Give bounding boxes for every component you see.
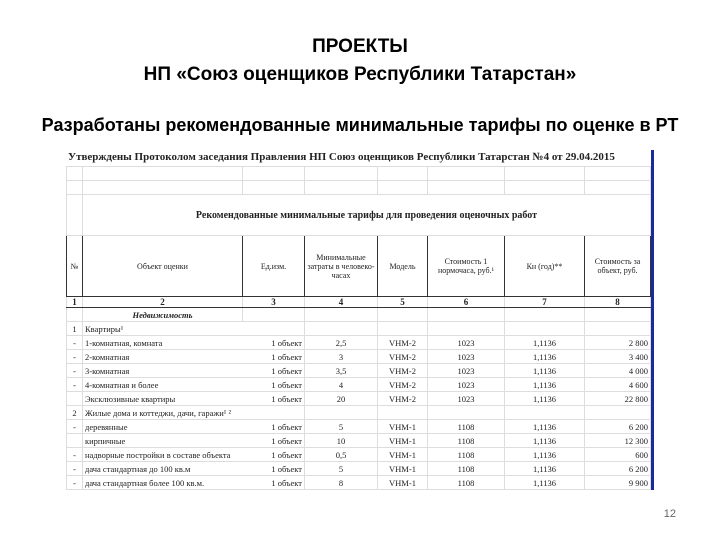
table-cell: дача стандартная до 100 кв.м bbox=[83, 462, 243, 476]
table-cell: - bbox=[67, 336, 83, 350]
table-cell bbox=[428, 322, 505, 336]
table-cell: VHM-2 bbox=[378, 350, 428, 364]
table-cell: 0,5 bbox=[305, 448, 378, 462]
column-header: Стоимость 1 нормочаса, руб.¹ bbox=[428, 236, 505, 297]
column-number: 1 bbox=[67, 297, 83, 308]
column-header: Стоимость за объект, руб. bbox=[585, 236, 651, 297]
column-number: 3 bbox=[243, 297, 305, 308]
table-cell: 1 объект bbox=[243, 378, 305, 392]
table-cell: 1-комнатная, комната bbox=[83, 336, 243, 350]
table-cell: 1,1136 bbox=[505, 420, 585, 434]
column-header: Ед.изм. bbox=[243, 236, 305, 297]
table-cell: 2-комнатная bbox=[83, 350, 243, 364]
table-cell: 1,1136 bbox=[505, 462, 585, 476]
table-cell: 1,1136 bbox=[505, 392, 585, 406]
table-cell: 1023 bbox=[428, 392, 505, 406]
table-cell: Эксклюзивные квартиры bbox=[83, 392, 243, 406]
column-number: 5 bbox=[378, 297, 428, 308]
table-cell: 1,1136 bbox=[505, 434, 585, 448]
table-cell bbox=[585, 406, 651, 420]
column-number: 8 bbox=[585, 297, 651, 308]
table-cell: 1 объект bbox=[243, 336, 305, 350]
table-cell: 4-комнатная и более bbox=[83, 378, 243, 392]
table-cell: 8 bbox=[305, 476, 378, 490]
table-cell: 1108 bbox=[428, 476, 505, 490]
table-row bbox=[67, 350, 651, 364]
table-cell: 1 объект bbox=[243, 392, 305, 406]
table-cell: 3 400 bbox=[585, 350, 651, 364]
table-row bbox=[67, 364, 651, 378]
table-cell: - bbox=[67, 420, 83, 434]
table-row bbox=[67, 336, 651, 350]
table-cell bbox=[67, 392, 83, 406]
table-cell: 1 объект bbox=[243, 448, 305, 462]
table-cell: VHM-1 bbox=[378, 448, 428, 462]
table-cell: дача стандартная более 100 кв.м. bbox=[83, 476, 243, 490]
table-cell: 9 900 bbox=[585, 476, 651, 490]
table-cell: VHM-2 bbox=[378, 336, 428, 350]
table-row bbox=[67, 378, 651, 392]
table-row bbox=[67, 476, 651, 490]
table-cell: 1 объект bbox=[243, 434, 305, 448]
table-cell: надворные постройки в составе объекта bbox=[83, 448, 243, 462]
table-row bbox=[67, 392, 651, 406]
table-cell: VHM-1 bbox=[378, 476, 428, 490]
table-cell: 1108 bbox=[428, 448, 505, 462]
table-cell: 5 bbox=[305, 420, 378, 434]
table-cell: 1 bbox=[67, 322, 83, 336]
table-cell: - bbox=[67, 378, 83, 392]
table-cell: 1,1136 bbox=[505, 378, 585, 392]
table-cell: 12 300 bbox=[585, 434, 651, 448]
table-cell: VHM-1 bbox=[378, 462, 428, 476]
table-cell: 1,1136 bbox=[505, 350, 585, 364]
approval-note: Утверждены Протоколом заседания Правления НП Союз оценщиков Республики Татарстан №4 от 29.04.2015 bbox=[68, 151, 615, 163]
table-cell: 1,1136 bbox=[505, 364, 585, 378]
table-cell bbox=[505, 406, 585, 420]
table-row bbox=[67, 434, 651, 448]
table-cell: 2 800 bbox=[585, 336, 651, 350]
table-cell bbox=[67, 434, 83, 448]
column-number: 4 bbox=[305, 297, 378, 308]
table-cell: 2 bbox=[67, 406, 83, 420]
table-cell: 4 000 bbox=[585, 364, 651, 378]
table-cell: 3 bbox=[305, 350, 378, 364]
table-cell: 10 bbox=[305, 434, 378, 448]
table-cell bbox=[305, 406, 378, 420]
table-row bbox=[67, 322, 651, 336]
table-cell bbox=[243, 322, 305, 336]
column-header: Модель bbox=[378, 236, 428, 297]
table-cell bbox=[378, 406, 428, 420]
table-cell: VHM-2 bbox=[378, 364, 428, 378]
sheet-border-line bbox=[651, 150, 654, 490]
table-cell: VHM-1 bbox=[378, 420, 428, 434]
table-cell: деревянные bbox=[83, 420, 243, 434]
table-cell: 6 200 bbox=[585, 420, 651, 434]
table-cell: 3-комнатная bbox=[83, 364, 243, 378]
table-cell: 1023 bbox=[428, 364, 505, 378]
table-row bbox=[67, 406, 651, 420]
page-number: 12 bbox=[663, 508, 676, 520]
table-cell: 22 800 bbox=[585, 392, 651, 406]
column-header: Минимальные затраты в человеко-часах bbox=[305, 236, 378, 297]
table-cell: - bbox=[67, 476, 83, 490]
table-cell: 1 объект bbox=[243, 476, 305, 490]
table-cell: 600 bbox=[585, 448, 651, 462]
table-cell: 1023 bbox=[428, 336, 505, 350]
slide-subtitle: Разработаны рекомендованные минимальные тарифы по оценке в РТ bbox=[41, 115, 679, 135]
table-cell: 5 bbox=[305, 462, 378, 476]
table-cell: 1,1136 bbox=[505, 336, 585, 350]
slide-title-organization: НП «Союз оценщиков Республики Татарстан» bbox=[143, 64, 577, 85]
table-cell: - bbox=[67, 364, 83, 378]
table-cell: Жилые дома и коттеджи, дачи, гаражи¹ ² bbox=[83, 406, 243, 420]
table-cell: 4 600 bbox=[585, 378, 651, 392]
column-number: 7 bbox=[505, 297, 585, 308]
table-cell: 1,1136 bbox=[505, 448, 585, 462]
table-cell: 1 объект bbox=[243, 462, 305, 476]
table-cell: 6 200 bbox=[585, 462, 651, 476]
tariff-table bbox=[66, 166, 651, 490]
table-cell: 1 объект bbox=[243, 364, 305, 378]
table-title: Рекомендованные минимальные тарифы для проведения оценочных работ bbox=[83, 195, 651, 236]
table-cell: 1023 bbox=[428, 378, 505, 392]
table-cell bbox=[428, 406, 505, 420]
column-number: 6 bbox=[428, 297, 505, 308]
table-cell: 1108 bbox=[428, 420, 505, 434]
table-cell: VHM-1 bbox=[378, 434, 428, 448]
column-header: Кн (год)** bbox=[505, 236, 585, 297]
table-cell: кирпичные bbox=[83, 434, 243, 448]
table-cell: 20 bbox=[305, 392, 378, 406]
table-cell bbox=[505, 322, 585, 336]
section-label: Недвижимость bbox=[83, 308, 243, 322]
table-cell: 1 объект bbox=[243, 350, 305, 364]
slide-title: ПРОЕКТЫ bbox=[312, 36, 408, 57]
table-row bbox=[67, 462, 651, 476]
table-cell bbox=[305, 322, 378, 336]
table-row bbox=[67, 448, 651, 462]
tariff-spreadsheet-image bbox=[66, 148, 652, 490]
table-cell bbox=[585, 322, 651, 336]
table-cell: 4 bbox=[305, 378, 378, 392]
table-cell: VHM-2 bbox=[378, 378, 428, 392]
table-cell: 1108 bbox=[428, 434, 505, 448]
table-cell: 1 объект bbox=[243, 420, 305, 434]
table-row bbox=[67, 420, 651, 434]
table-cell: - bbox=[67, 350, 83, 364]
table-cell: VHM-2 bbox=[378, 392, 428, 406]
column-header: № bbox=[67, 236, 83, 297]
column-number: 2 bbox=[83, 297, 243, 308]
table-cell: 3,5 bbox=[305, 364, 378, 378]
column-header: Объект оценки bbox=[83, 236, 243, 297]
table-cell: Квартиры¹ bbox=[83, 322, 243, 336]
table-cell: - bbox=[67, 462, 83, 476]
table-cell: 1108 bbox=[428, 462, 505, 476]
table-cell: 1023 bbox=[428, 350, 505, 364]
table-cell: - bbox=[67, 448, 83, 462]
table-cell: 1,1136 bbox=[505, 476, 585, 490]
table-cell bbox=[378, 322, 428, 336]
table-cell: 2,5 bbox=[305, 336, 378, 350]
table-cell bbox=[243, 406, 305, 420]
